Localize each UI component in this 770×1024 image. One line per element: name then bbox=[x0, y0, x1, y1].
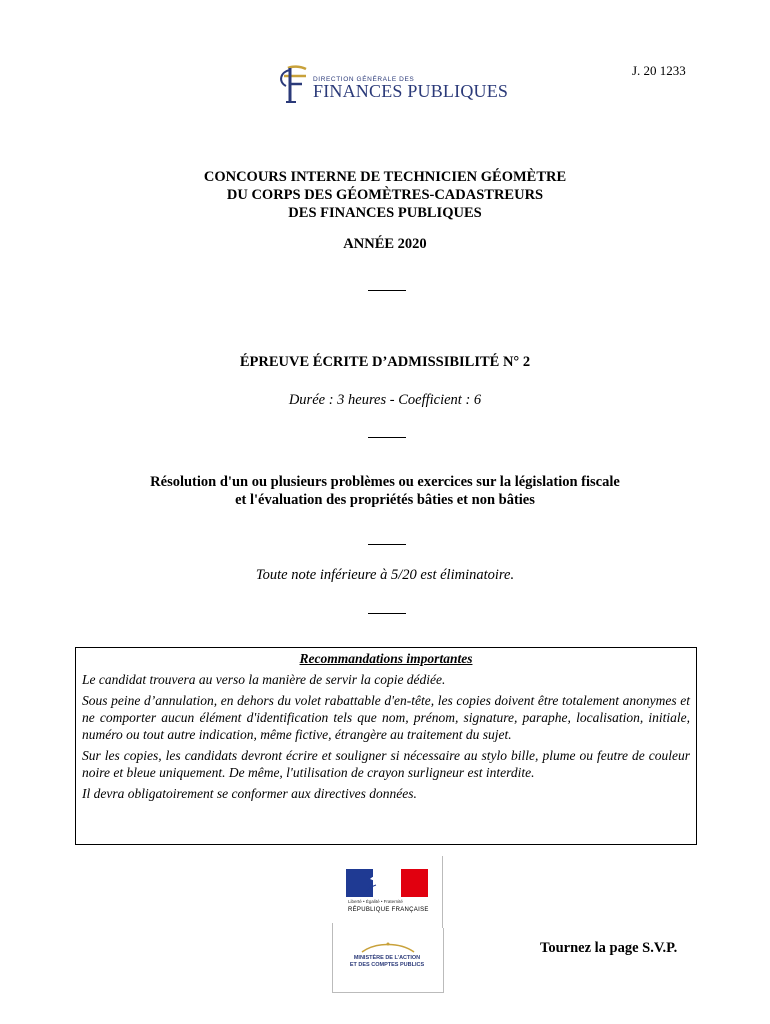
marianne-logo-icon bbox=[346, 869, 428, 897]
turn-page-note: Tournez la page S.V.P. bbox=[540, 940, 678, 956]
republique-motto: Liberté • Égalité • Fraternité bbox=[348, 899, 403, 904]
dgfip-logo-icon bbox=[276, 64, 312, 106]
exam-title-line2: DU CORPS DES GÉOMÈTRES-CADASTREURS bbox=[226, 187, 544, 203]
exam-subject-line2: et l'évaluation des propriétés bâties et non bâties bbox=[235, 492, 535, 508]
recommendations-title: Recommandations importantes bbox=[299, 651, 473, 666]
separator-rule bbox=[368, 437, 406, 438]
republique-name: RÉPUBLIQUE FRANÇAISE bbox=[348, 907, 429, 913]
exam-subject bbox=[0, 473, 770, 509]
ministere-name-line1: MINISTÈRE DE L’ACTION bbox=[353, 955, 421, 961]
document-reference: J. 20 1233 bbox=[632, 63, 686, 78]
recommendation-paragraph: Sous peine d’annulation, en dehors du volet rabattable d'en-tête, les copies doivent être totalement anonymes et ne comporter aucun élément d'identification tels que nom, prénom, signature, paraphe, localisation, initiale, numéro ou tout autre indication, même fictive, étrangère au traitement du sujet. bbox=[82, 693, 690, 742]
recommendation-paragraph: Le candidat trouvera au verso la manière de servir la copie dédiée. bbox=[82, 672, 446, 687]
dgfip-logo bbox=[276, 64, 509, 106]
logo-text-top: DIRECTION GÉNÉRALE DES bbox=[313, 76, 415, 83]
ministere-name-line2: ET DES COMPTES PUBLICS bbox=[349, 962, 425, 968]
exam-title-line3: DES FINANCES PUBLIQUES bbox=[288, 205, 482, 221]
ministere-name bbox=[338, 955, 436, 969]
separator-rule bbox=[368, 544, 406, 545]
logo-text-main: FINANCES PUBLIQUES bbox=[313, 81, 509, 101]
recommendation-paragraph: Il devra obligatoirement se conformer aux directives données. bbox=[82, 786, 417, 801]
exam-subject-line1: Résolution d'un ou plusieurs problèmes ou exercices sur la législation fiscale bbox=[150, 474, 620, 490]
ministere-logo-icon bbox=[358, 940, 418, 954]
exam-title bbox=[0, 168, 770, 222]
separator-rule bbox=[368, 290, 406, 291]
separator-rule bbox=[368, 613, 406, 614]
elimination-note: Toute note inférieure à 5/20 est éliminatoire. bbox=[255, 567, 515, 583]
exam-epreuve: ÉPREUVE ÉCRITE D’ADMISSIBILITÉ N° 2 bbox=[239, 354, 531, 370]
exam-year: ANNÉE 2020 bbox=[343, 236, 427, 252]
recommendations-box bbox=[75, 647, 697, 845]
recommendation-paragraph: Sur les copies, les candidats devront écrire et souligner si nécessaire au stylo bille, plume ou feutre de couleur noire et bleue uniquement. De même, l'utilisation de crayon surligneur est interdite. bbox=[82, 748, 690, 780]
exam-title-line1: CONCOURS INTERNE DE TECHNICIEN GÉOMÈTRE bbox=[203, 169, 567, 185]
exam-duration: Durée : 3 heures - Coefficient : 6 bbox=[288, 392, 482, 408]
